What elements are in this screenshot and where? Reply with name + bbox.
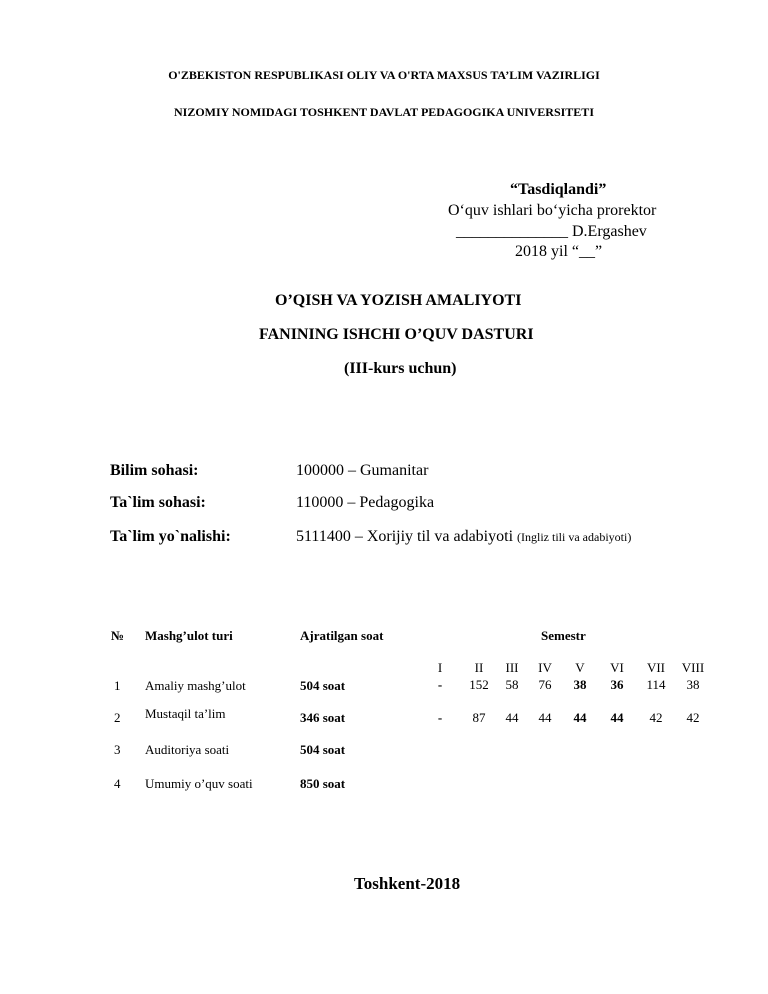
course-label: (III-kurs uchun) [344, 360, 457, 377]
field-label-talim: Ta`lim sohasi: [110, 494, 206, 511]
approval-position: O‘quv ishlari bo‘yicha prorektor [448, 202, 657, 219]
col-header-semester: Semestr [541, 628, 586, 643]
col-header-hours: Ajratilgan soat [300, 628, 384, 643]
document-subtitle: FANINING ISHCHI O’QUV DASTURI [259, 326, 534, 343]
row2-sem-4: 44 [538, 710, 552, 725]
semester-7: VII [646, 660, 666, 675]
row2-sem-8: 42 [686, 710, 700, 725]
row2-sem-1: - [437, 710, 443, 725]
field-value-talim: 110000 – Pedagogika [296, 494, 435, 511]
row1-sem-3: 58 [505, 677, 519, 692]
approval-signature: ______________ D.Ergashev [456, 223, 647, 240]
row3-hours: 504 soat [300, 742, 346, 757]
row4-num: 4 [114, 776, 121, 791]
field-value-main: 5111400 – Xorijiy til va adabiyoti [296, 528, 514, 545]
field-label-yonalish: Ta`lim yo`nalishi: [110, 528, 231, 545]
semester-2: II [474, 660, 484, 675]
document-title: O’QISH VA YOZISH AMALIYOTI [275, 292, 522, 309]
field-label-bilim: Bilim sohasi: [110, 462, 199, 479]
row2-sem-7: 42 [649, 710, 663, 725]
university-header: NIZOMIY NOMIDAGI TOSHKENT DAVLAT PEDAGOGIKA UNIVERSITETI [174, 105, 594, 119]
col-header-num: № [111, 628, 125, 643]
row1-sem-1: - [437, 677, 443, 692]
row2-sem-5: 44 [573, 710, 587, 725]
row3-num: 3 [114, 742, 121, 757]
semester-8: VIII [681, 660, 705, 675]
row1-hours: 504 soat [300, 678, 346, 693]
row1-sem-7: 114 [646, 677, 666, 692]
row2-num: 2 [114, 710, 121, 725]
semester-3: III [505, 660, 519, 675]
approval-date: 2018 yil “__” [515, 243, 603, 260]
row1-sem-8: 38 [686, 677, 700, 692]
row1-sem-6: 36 [610, 677, 624, 692]
row1-type: Amaliy mashg’ulot [145, 678, 246, 693]
row1-sem-4: 76 [538, 677, 552, 692]
field-value-note: (Ingliz tili va adabiyoti) [517, 530, 632, 544]
semester-4: IV [538, 660, 552, 675]
row2-sem-2: 87 [472, 710, 486, 725]
col-header-type: Mashg’ulot turi [145, 628, 233, 643]
footer-city-year: Toshkent-2018 [354, 874, 461, 893]
row1-sem-2: 152 [469, 677, 489, 692]
approval-title: “Tasdiqlandi” [510, 181, 607, 198]
row1-sem-5: 38 [573, 677, 587, 692]
row3-type: Auditoriya soati [145, 742, 230, 757]
semester-5: V [575, 660, 585, 675]
row2-sem-6: 44 [610, 710, 624, 725]
row2-hours: 346 soat [300, 710, 346, 725]
ministry-header: O'ZBEKISTON RESPUBLIKASI OLIY VA O'RTA MAXSUS TA’LIM VAZIRLIGI [168, 68, 600, 82]
row4-type: Umumiy o’quv soati [145, 776, 253, 791]
field-value-yonalish [296, 528, 631, 546]
row2-type: Mustaqil ta’lim [145, 706, 226, 721]
row2-sem-3: 44 [505, 710, 519, 725]
semester-1: I [437, 660, 443, 675]
row1-num: 1 [114, 678, 121, 693]
row4-hours: 850 soat [300, 776, 346, 791]
field-value-bilim: 100000 – Gumanitar [296, 462, 429, 479]
semester-6: VI [610, 660, 624, 675]
